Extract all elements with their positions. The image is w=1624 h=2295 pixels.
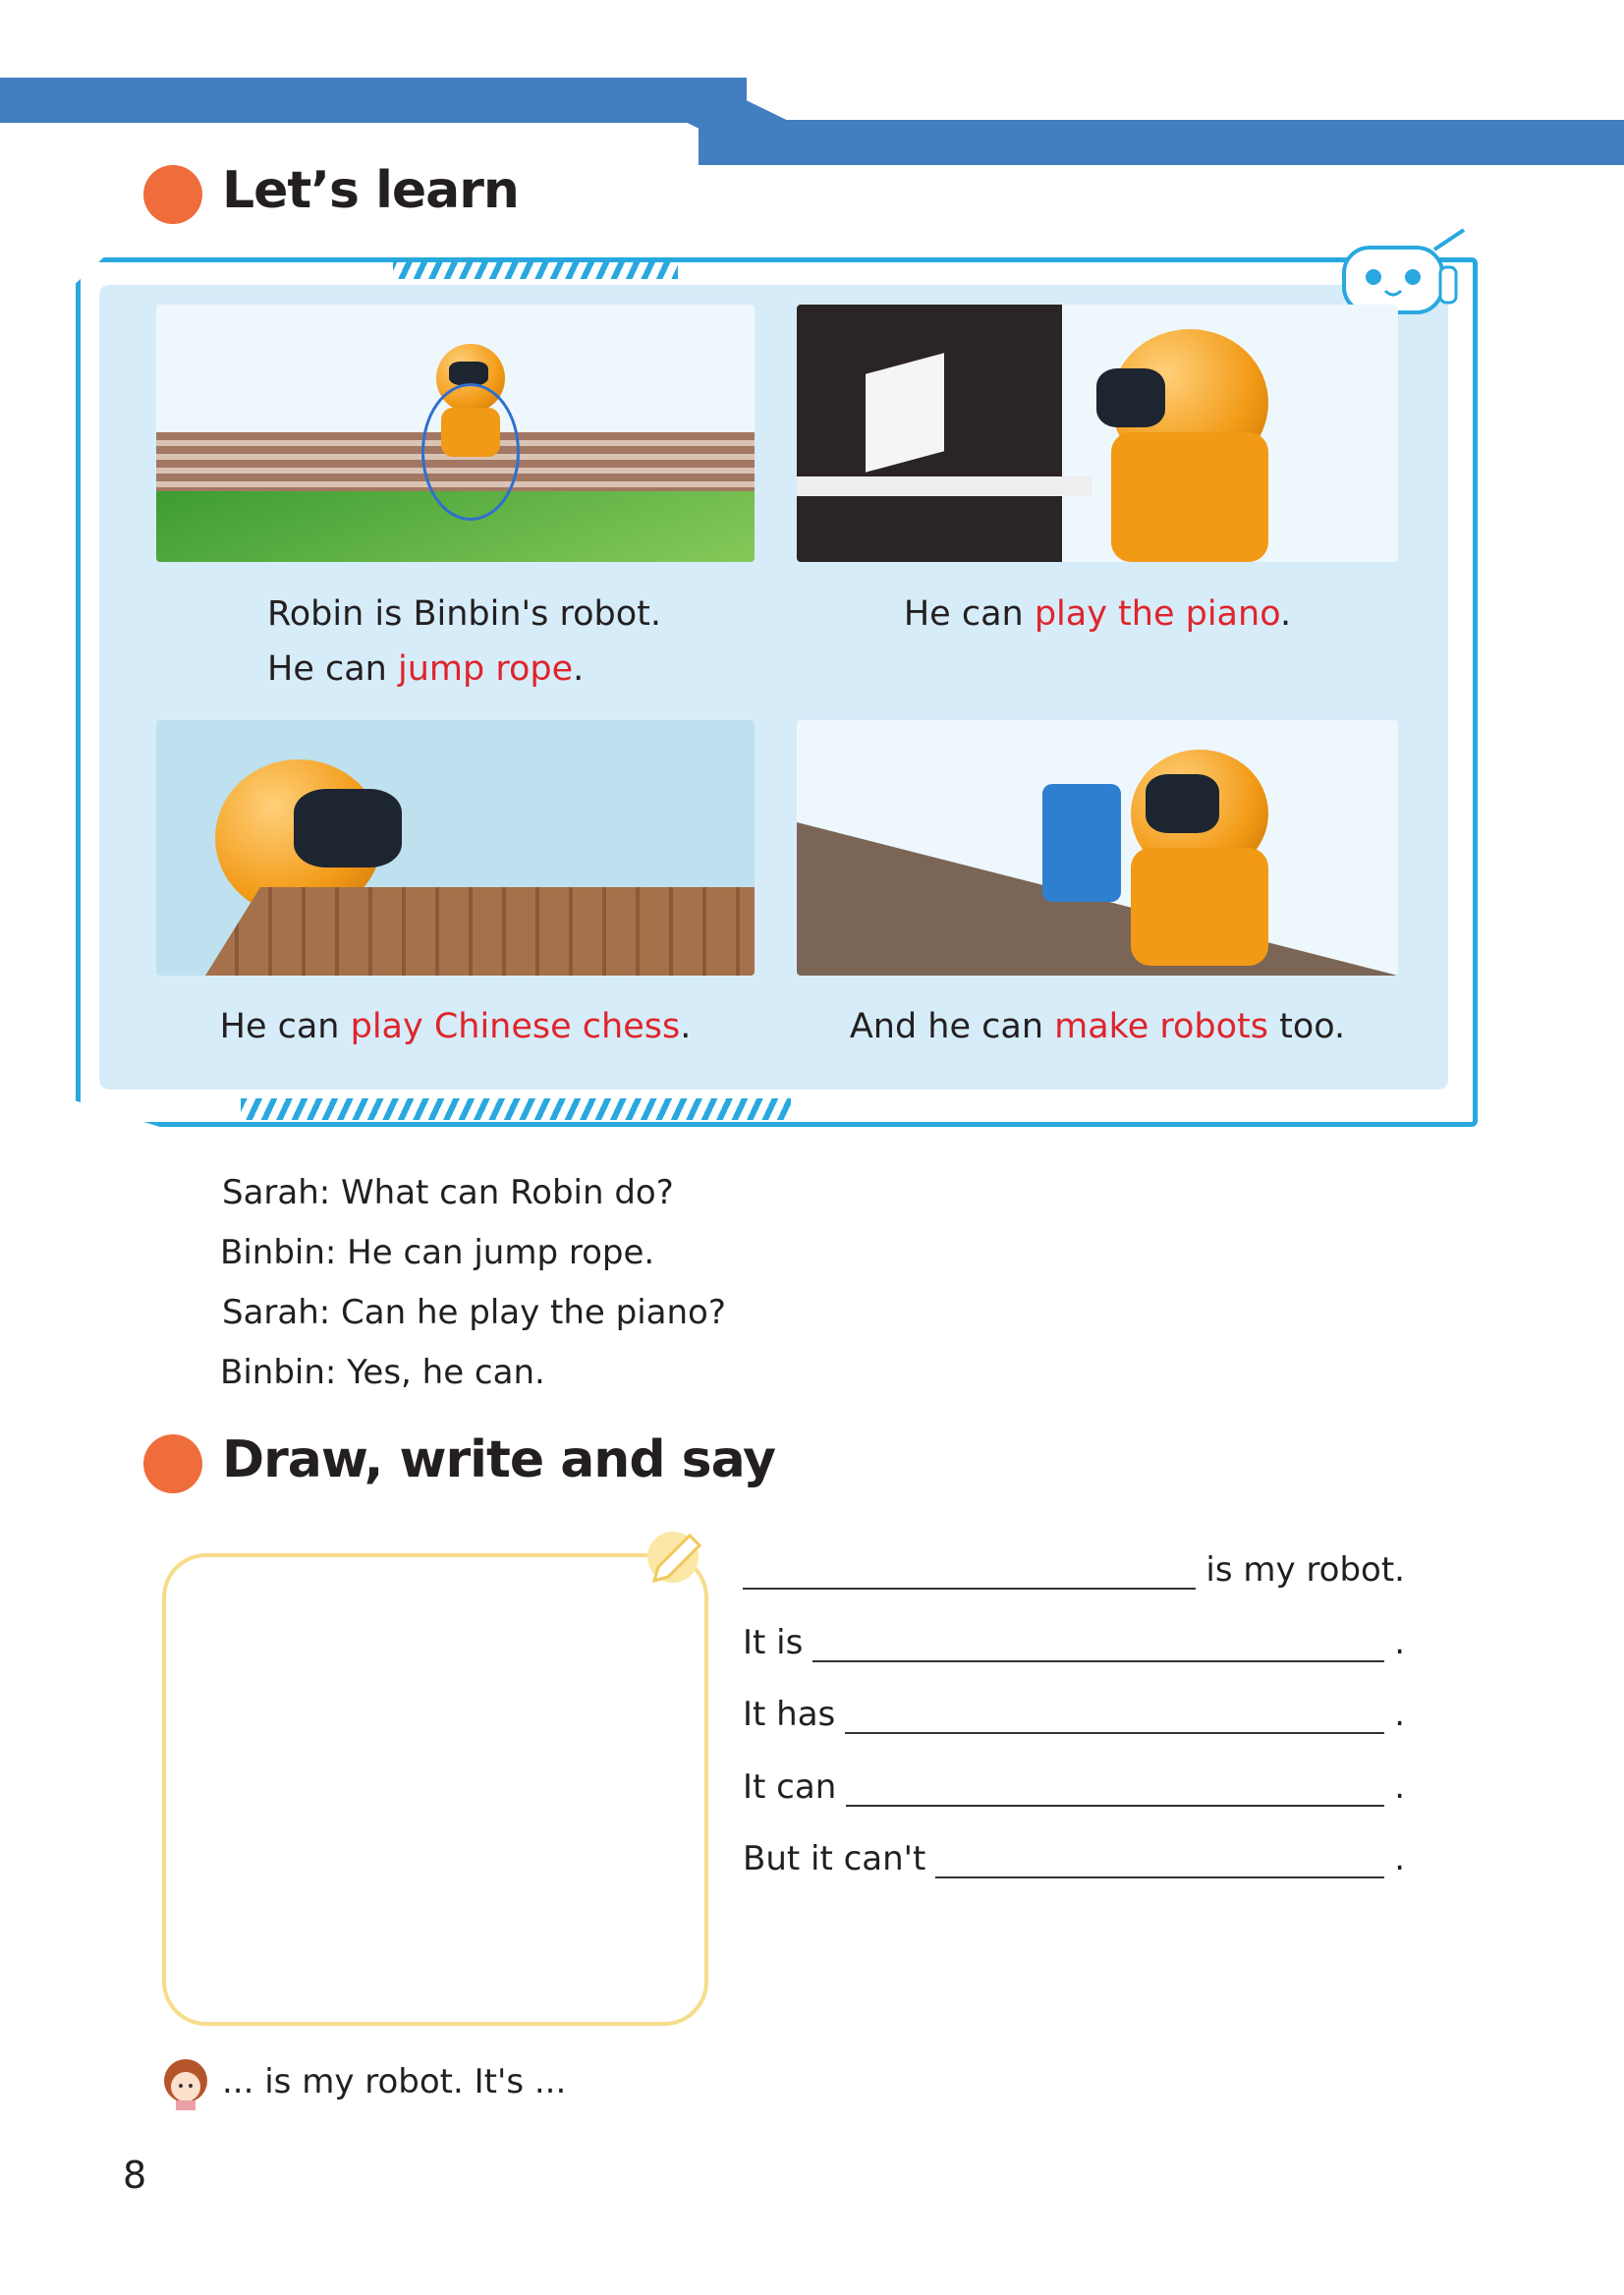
header-band [0, 78, 747, 123]
dialogue-line: Sarah: What can Robin do? [222, 1173, 674, 1212]
caption-text: . [680, 1007, 692, 1046]
period: . [1394, 1839, 1405, 1878]
write-row-it-can [743, 1767, 1405, 1807]
header-band-right [699, 120, 1624, 165]
caption-text: He can [903, 594, 1035, 634]
frame-stripes-bottom [241, 1098, 791, 1120]
image-robot-jump-rope [156, 305, 755, 562]
write-label: It has [743, 1695, 836, 1734]
write-row-it-has [743, 1695, 1405, 1734]
blank-it-has-input[interactable] [845, 1705, 1384, 1734]
write-label: It can [743, 1767, 837, 1807]
blank-but-cant-input[interactable] [935, 1849, 1384, 1878]
dialogue-line: Sarah: Can he play the piano? [222, 1293, 726, 1332]
speech-prompt: ... is my robot. It's ... [222, 2062, 567, 2101]
write-row-name [743, 1550, 1405, 1590]
caption-text: Robin is Binbin's robot. [267, 594, 662, 634]
caption-text: . [1280, 594, 1292, 634]
write-label: is my robot. [1205, 1550, 1405, 1590]
section-bullet-icon [143, 165, 202, 224]
caption-text: . [573, 649, 585, 689]
pencil-icon [639, 1518, 717, 1587]
write-label: But it can't [743, 1839, 926, 1878]
caption-1 [267, 587, 661, 697]
write-row-but-cant [743, 1839, 1405, 1878]
girl-avatar-icon [159, 2057, 212, 2110]
caption-highlight: play Chinese chess [350, 1007, 681, 1046]
caption-highlight: jump rope [397, 649, 574, 689]
image-robot-piano [797, 305, 1398, 562]
blank-it-can-input[interactable] [846, 1777, 1384, 1807]
image-robot-make-robots [797, 720, 1398, 976]
caption-2 [797, 587, 1398, 642]
caption-3 [156, 999, 755, 1054]
section-title-lets-learn: Let’s learn [222, 161, 519, 220]
write-row-it-is [743, 1623, 1405, 1662]
caption-highlight: play the piano [1034, 594, 1280, 634]
period: . [1394, 1767, 1405, 1807]
section-title-draw-write-say: Draw, write and say [222, 1430, 775, 1489]
caption-highlight: make robots [1054, 1007, 1268, 1046]
dialogue-line: Binbin: He can jump rope. [220, 1233, 655, 1272]
drawing-area[interactable] [162, 1553, 708, 2026]
caption-4 [797, 999, 1398, 1054]
blank-it-is-input[interactable] [812, 1633, 1384, 1662]
section-bullet-icon [143, 1434, 202, 1493]
caption-text: He can [267, 649, 398, 689]
image-robot-chinese-chess [156, 720, 755, 976]
blank-name-input[interactable] [743, 1560, 1196, 1590]
frame-stripes-top [393, 257, 678, 279]
period: . [1394, 1623, 1405, 1662]
dialogue-line: Binbin: Yes, he can. [220, 1353, 545, 1392]
caption-text: He can [219, 1007, 351, 1046]
caption-text: too. [1267, 1007, 1346, 1046]
caption-text: And he can [849, 1007, 1055, 1046]
page-number: 8 [123, 2154, 147, 2197]
write-label: It is [743, 1623, 804, 1662]
period: . [1394, 1695, 1405, 1734]
